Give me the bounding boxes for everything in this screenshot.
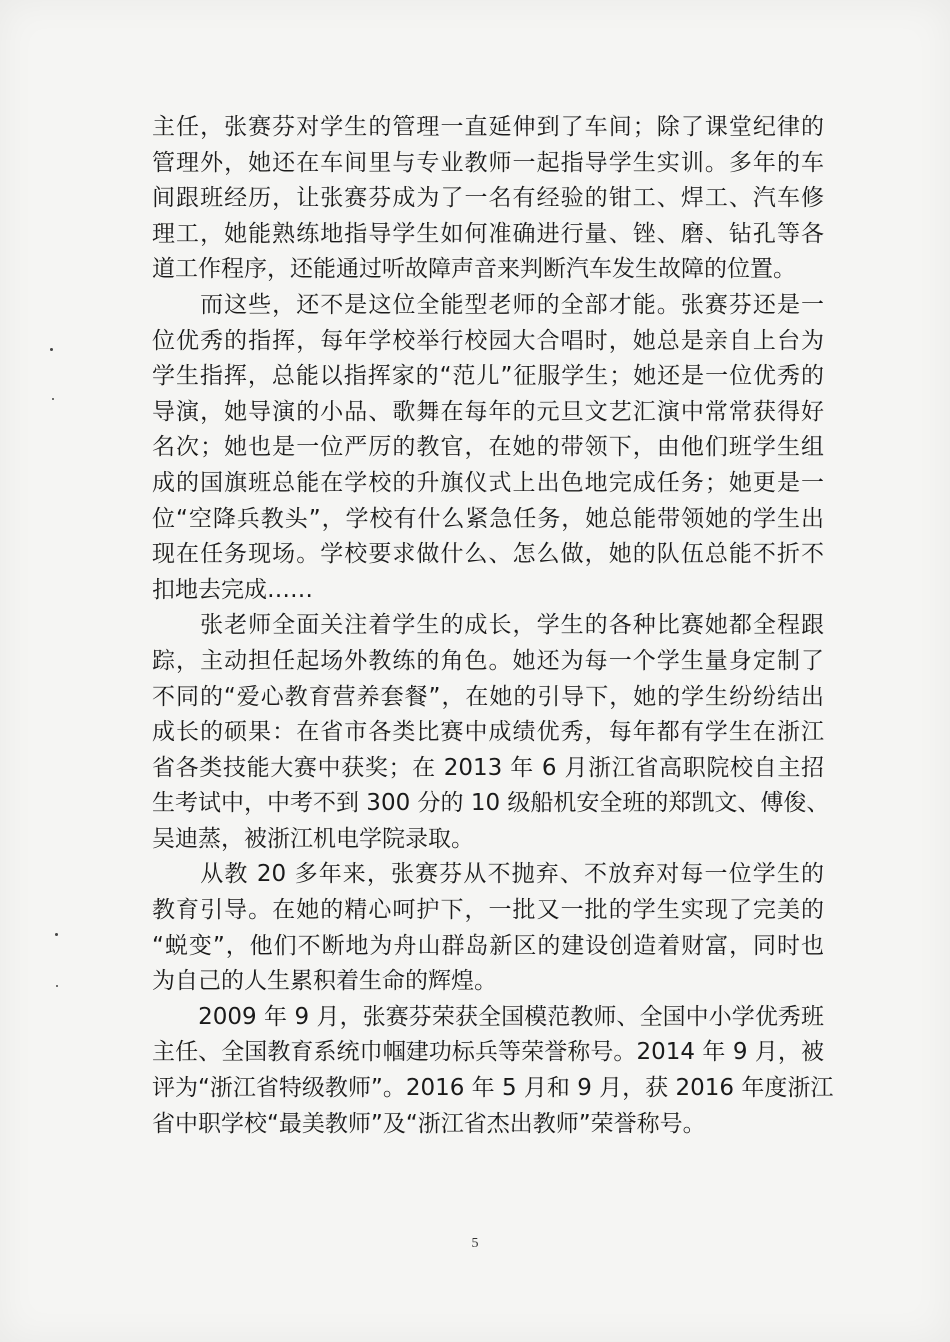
text-line: 吴迪蒸，被浙江机电学院录取。 — [152, 825, 474, 852]
text-line: 主任、全国教育系统巾帼建功标兵等荣誉称号。2014 年 9 月，被 — [152, 1039, 824, 1066]
text-line: 间跟班经历，让张赛芬成为了一名有经验的钳工、焊工、汽车修 — [152, 185, 824, 212]
text-line: 不同的“爱心教育营养套餐”，在她的引导下，她的学生纷纷结出 — [152, 683, 824, 710]
text-line: 理工，她能熟练地指导学生如何准确进行量、锉、磨、钻孔等各 — [152, 220, 824, 247]
text-line: 位“空降兵教头”，学校有什么紧急任务，她总能带领她的学生出 — [152, 505, 824, 532]
text-line: 为自己的人生累积着生命的辉煌。 — [152, 968, 497, 995]
body-text — [152, 110, 834, 1142]
text-line: 教育引导。在她的精心呵护下，一批又一批的学生实现了完美的 — [152, 897, 824, 924]
text-line: 主任，张赛芬对学生的管理一直延伸到了车间；除了课堂纪律的 — [152, 114, 824, 140]
text-line: 张老师全面关注着学生的成长，学生的各种比赛她都全程跟 — [152, 612, 824, 639]
scan-speck — [52, 398, 54, 400]
scan-speck — [50, 348, 53, 351]
text-line: 成的国旗班总能在学校的升旗仪式上出色地完成任务；她更是一 — [152, 469, 824, 496]
scan-speck — [56, 985, 58, 987]
text-line: 踪，主动担任起场外教练的角色。她还为每一个学生量身定制了 — [152, 647, 824, 674]
text-line: 管理外，她还在车间里与专业教师一起指导学生实训。多年的车 — [152, 149, 824, 176]
text-line: 评为“浙江省特级教师”。2016 年 5 月和 9 月，获 2016 年度浙江 — [152, 1075, 834, 1102]
text-line: “蜕变”，他们不断地为舟山群岛新区的建设创造着财富，同时也 — [152, 932, 824, 959]
text-line: 而这些，还不是这位全能型老师的全部才能。张赛芬还是一 — [152, 291, 824, 318]
scan-speck — [55, 933, 58, 936]
page-number: 5 — [471, 1236, 479, 1251]
text-line: 成长的硕果：在省市各类比赛中成绩优秀，每年都有学生在浙江 — [152, 719, 824, 746]
text-line: 扣地去完成…… — [152, 576, 313, 603]
text-line: 学生指挥，总能以指挥家的“范儿”征服学生；她还是一位优秀的 — [152, 363, 824, 390]
text-line: 省各类技能大赛中获奖；在 2013 年 6 月浙江省高职院校自主招 — [152, 754, 824, 781]
text-line: 名次；她也是一位严厉的教官，在她的带领下，由他们班学生组 — [152, 434, 824, 461]
text-line: 导演，她导演的小品、歌舞在每年的元旦文艺汇演中常常获得好 — [152, 398, 824, 425]
text-line: 位优秀的指挥，每年学校举行校园大合唱时，她总是亲自上台为 — [152, 327, 824, 354]
text-line: 道工作程序，还能通过听故障声音来判断汽车发生故障的位置。 — [152, 256, 796, 283]
text-line: 现在任务现场。学校要求做什么、怎么做，她的队伍总能不折不 — [152, 541, 824, 568]
text-line: 生考试中，中考不到 300 分的 10 级船机安全班的郑凯文、傅俊、 — [152, 790, 830, 817]
text-line: 从教 20 多年来，张赛芬从不抛弃、不放弃对每一位学生的 — [152, 861, 824, 888]
text-line: 省中职学校“最美教师”及“浙江省杰出教师”荣誉称号。 — [152, 1110, 706, 1137]
text-line: 2009 年 9 月，张赛芬荣获全国模范教师、全国中小学优秀班 — [152, 1003, 824, 1030]
